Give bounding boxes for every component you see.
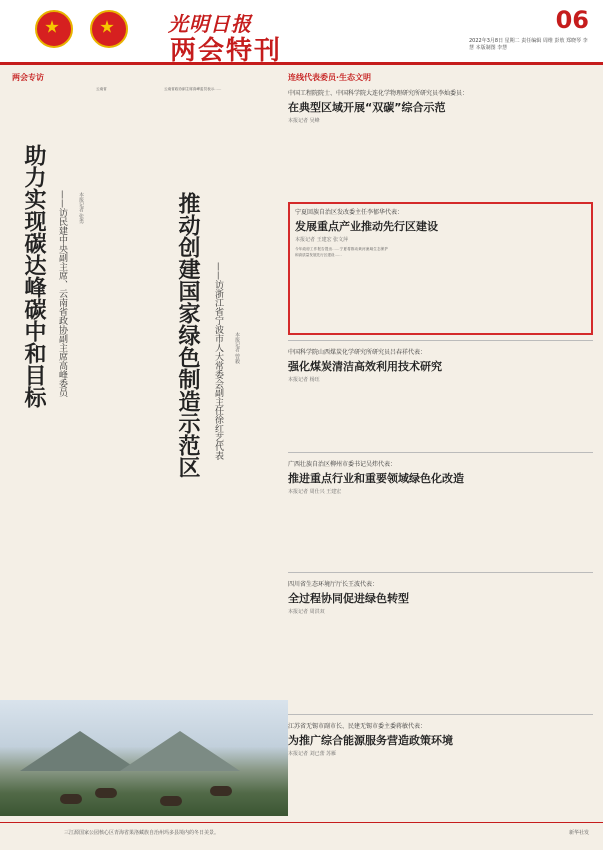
- article-wang-bo: [288, 572, 593, 716]
- article-kicker: 中国工程院院士、中国科学院大连化学物理研究所研究员李灿委员：: [288, 90, 469, 97]
- mountain-shape: [120, 731, 240, 771]
- article-headline: 发展重点产业推动先行区建设: [295, 220, 438, 233]
- footer: [0, 822, 603, 849]
- article-headline: 在典型区域开展“双碳”综合示范: [288, 101, 446, 114]
- article-body: 今年政府工作报告提出……宁夏将推动黄河流域生态保护和高质量发展先行区建设……: [295, 247, 388, 257]
- article-body: [288, 127, 593, 201]
- article-byline: 本报记者 王建宏 张文萍: [295, 237, 349, 243]
- article-lv-chunxiang: [288, 340, 593, 452]
- article2-body-top: 云南省政协副主席高峰委员表示……: [164, 87, 222, 91]
- article-headline: 全过程协同促进绿色转型: [288, 592, 409, 605]
- yak-figure: [60, 794, 82, 804]
- masthead: [0, 0, 603, 65]
- article-li-can: [288, 88, 593, 201]
- article2-byline: 本报记者 曾毅: [234, 332, 240, 364]
- article1-headline: 助力实现碳达峰碳中和目标: [21, 144, 46, 408]
- cppcc-emblem-icon: [90, 10, 128, 48]
- page-number: 06: [555, 6, 589, 34]
- yak-figure: [210, 786, 232, 796]
- article-wu-wei: [288, 452, 593, 574]
- article2-body-side: [248, 190, 280, 520]
- article1-byline: 本报记者 张勇: [78, 192, 84, 224]
- section-label-interviews: 两会专访: [12, 73, 44, 82]
- article1-subtitle: ——访民建中央副主席、云南省政协副主席高峰委员: [57, 190, 67, 397]
- article2-subtitle: ——访浙江省宁波市人大常委会副主任徐红艺代表: [213, 262, 223, 460]
- article1-body-col1: 云南省: [96, 87, 107, 91]
- article-kicker: 四川省生态环境厅厅长王波代表：: [288, 581, 379, 588]
- dateline: 2022年3月8日 星期二 责任编辑 周维 彭敖 郑晓琴 李慧 本版制图 李慧: [469, 38, 588, 51]
- article-kicker: 广西壮族自治区柳州市委书记吴炜代表：: [288, 461, 397, 468]
- photo-caption: 三江源国家公园核心区青海省果洛藏族自治州玛多县境内的冬日美景。: [64, 830, 220, 836]
- section-label-ecology: 连线代表委员·生态文明: [288, 73, 372, 82]
- article-headline: 为推广综合能源服务营造政策环境: [288, 734, 453, 747]
- landscape-photo: [0, 700, 288, 816]
- article-kicker: 宁夏回族自治区发改委主任李郁华代表：: [295, 209, 404, 216]
- article-byline: 本报记者 周洪双: [288, 609, 325, 615]
- article-byline: 本报记者 周仕兴 王建宏: [288, 489, 342, 495]
- highlighted-article-li-yuhua: [288, 202, 593, 335]
- paper-name: 光明日报: [168, 12, 252, 36]
- article-byline: 本报记者 吴峰: [288, 118, 320, 124]
- article2-headline: 推动创建国家绿色制造示范区: [175, 192, 200, 478]
- article-kicker: 中国科学院山西煤炭化学研究所研究员吕春祥代表：: [288, 349, 427, 356]
- article-body: [288, 498, 593, 574]
- yak-figure: [160, 796, 182, 806]
- right-column-area: [288, 72, 593, 817]
- article-headline: 推进重点行业和重要领域绿色化改造: [288, 472, 464, 485]
- national-emblem-icon: [35, 10, 73, 48]
- special-title: 两会特刊: [170, 36, 283, 66]
- article-byline: 本报记者 刘已蕾 苏雁: [288, 751, 337, 757]
- article-body: [288, 386, 593, 452]
- article-body: [288, 618, 593, 716]
- article-byline: 本报记者 杨珏: [288, 377, 320, 383]
- article-headline: 强化煤炭清洁高效利用技术研究: [288, 360, 442, 373]
- photo-credit: 新华社发: [568, 830, 589, 836]
- article-kicker: 江苏省无锡市副市长、民建无锡市委主委蒋敏代表：: [288, 723, 427, 730]
- yak-figure: [95, 788, 117, 798]
